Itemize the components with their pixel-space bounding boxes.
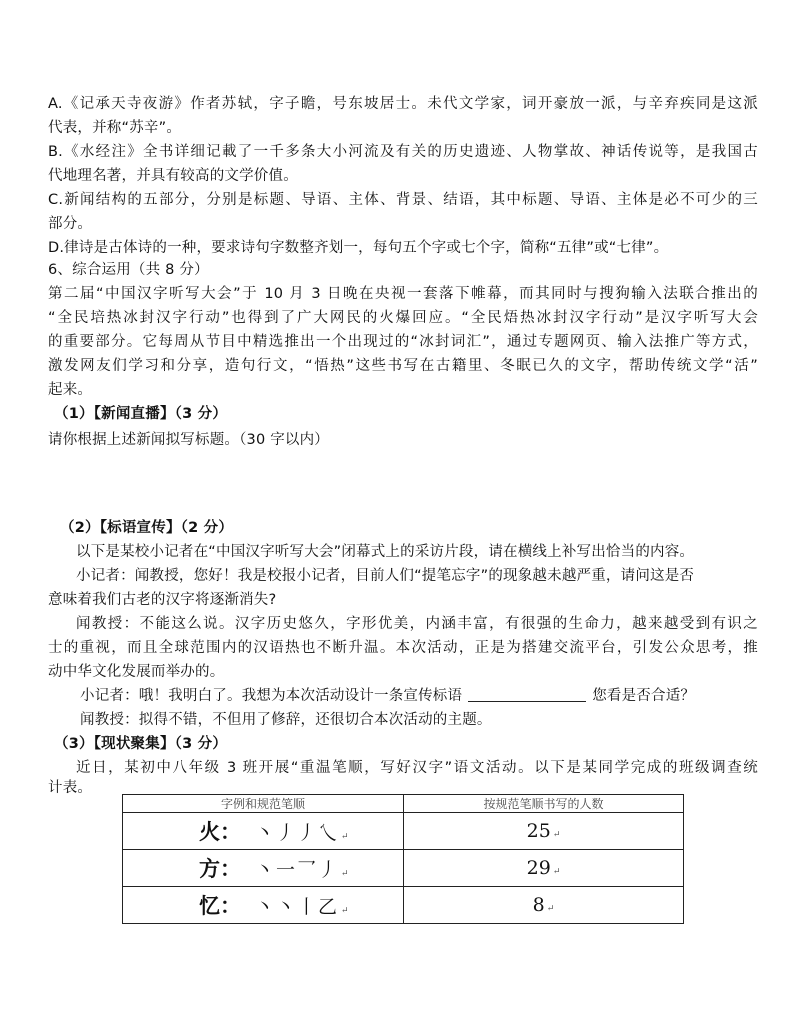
part2-intro: 以下是某校小记者在“中国汉字听写大会”闭幕式上的采访片段，请在横线上补写出恰当的内容。: [76, 544, 695, 560]
dialogue-line5: 动中华文化发展而举办的。: [48, 664, 225, 680]
option-d: D.律诗是古体诗的一种，要求诗句字数整齐划一，每句五个字或七个字，简称“五律”或“七律”。: [48, 240, 669, 256]
count-cell: [404, 813, 684, 850]
part1-prompt: 请你根据上述新闻拟写标题。（30 字以内）: [48, 432, 330, 448]
part3-intro-line2: 计表。: [48, 780, 93, 796]
example-char: 忆：: [199, 893, 241, 918]
example-char: 火：: [199, 819, 241, 844]
slogan-answer-blank[interactable]: [468, 687, 586, 702]
table-row: [123, 887, 684, 924]
table-row: [123, 813, 684, 850]
count-value: 8: [532, 894, 545, 916]
paragraph-mark-icon: ↵: [341, 832, 349, 842]
paragraph-mark-icon: ↵: [341, 906, 349, 916]
q6-passage-line2: “全民培热冰封汉字行动”也得到了广大网民的火爆回应。“全民焐热冰封汉字行动”是汉字听写大会: [48, 310, 758, 326]
example-char: 方：: [199, 856, 241, 881]
q6-passage-line5: 起来。: [48, 382, 93, 398]
stroke-cell: [123, 887, 404, 924]
part1-heading: （1）【新闻直播】（3 分）: [54, 406, 228, 422]
stroke-order: 丶一乛丿: [255, 859, 340, 881]
dialogue-line4: 士的重视，而且全球范围内的汉语热也不断升温。本次活动，正是为搭建交流平台，引发公众思考，推: [48, 640, 758, 656]
reporter-text-after: 您看是否合适？: [592, 688, 696, 704]
option-c-line2: 部分。: [48, 216, 93, 232]
table-header-row: [123, 795, 684, 813]
stroke-order: 丶丿丿乀: [255, 822, 340, 844]
count-value: 25: [526, 820, 551, 842]
paragraph-mark-icon: ↵: [546, 904, 555, 914]
part2-heading: （2）【标语宣传】（2 分）: [60, 520, 234, 536]
option-a-line1: A.《记承天寺夜游》作者苏轼，字子瞻，号东坡居士。未代文学家，词开豪放一派，与辛弃疾同是这派: [48, 96, 758, 112]
paragraph-mark-icon: ↵: [552, 830, 561, 840]
q6-passage-line3: 的重要部分。它每周从节目中精选推出一个出现过的“冰封词汇”，通过专题网页、输入法推广等方式，: [48, 334, 758, 350]
q6-passage-line4: 激发网友们学习和分享，造句行文，“悟热”这些书写在古籍里、冬眠已久的文字，帮助传统文学“活”: [48, 358, 758, 374]
count-cell: [404, 887, 684, 924]
header-stroke-order: 字例和规范笔顺: [123, 795, 404, 813]
option-b-line1: B.《水经注》全书详细记載了一千多条大小河流及有关的历史遗迹、人物掌故、神话传说等，是我国古: [48, 144, 758, 160]
paragraph-mark-icon: ↵: [341, 869, 349, 879]
dialogue-line2: 意味着我们古老的汉字将逐渐消失?: [48, 592, 277, 608]
professor-reply: 闻教授：拟得不错，不但用了修辞，还很切合本次活动的主题。: [80, 712, 492, 728]
table-row: [123, 850, 684, 887]
reporter-text-before: 小记者：哦！我明白了。我想为本次活动设计一条宣传标语: [80, 688, 463, 704]
header-count: 按规范笔顺书写的人数: [404, 795, 684, 813]
part3-intro-line1: 近日，某初中八年级 3 班开展“重温笔顺，写好汉字”语文活动。以下是某同学完成的班级调查统: [76, 760, 758, 776]
dialogue-line1: 小记者：闻教授，您好！我是校报小记者，目前人们“提笔忘字”的现象越未越严重，请问这是否: [76, 568, 695, 584]
stroke-cell: [123, 850, 404, 887]
dialogue-line3: 闻教授：不能这么说。汉字历史悠久，字形优美，内涵丰富，有很强的生命力，越来越受到有识之: [76, 616, 758, 632]
count-value: 29: [526, 857, 551, 879]
stroke-cell: [123, 813, 404, 850]
option-a-line2: 代表，并称“苏辛”。: [48, 120, 182, 136]
q6-heading: 6、综合运用（共 8 分）: [48, 262, 209, 278]
q6-passage-line1: 第二届“中国汉字听写大会”于 10 月 3 日晚在央视一套落下帷幕，而其同时与搜狗输入法联合推出的: [48, 286, 758, 302]
survey-table: [122, 794, 684, 924]
part3-heading: （3）【现状聚集】（3 分）: [54, 736, 228, 752]
option-c-line1: C.新闻结构的五部分，分别是标题、导语、主体、背景、结语，其中标题、导语、主体是必不可少的三: [48, 192, 758, 208]
reporter-slogan-line: [80, 686, 790, 706]
paragraph-mark-icon: ↵: [552, 867, 561, 877]
option-b-line2: 代地理名著，并具有较高的文学价值。: [48, 168, 298, 184]
stroke-order: 丶丶丨乙: [255, 896, 340, 918]
count-cell: [404, 850, 684, 887]
